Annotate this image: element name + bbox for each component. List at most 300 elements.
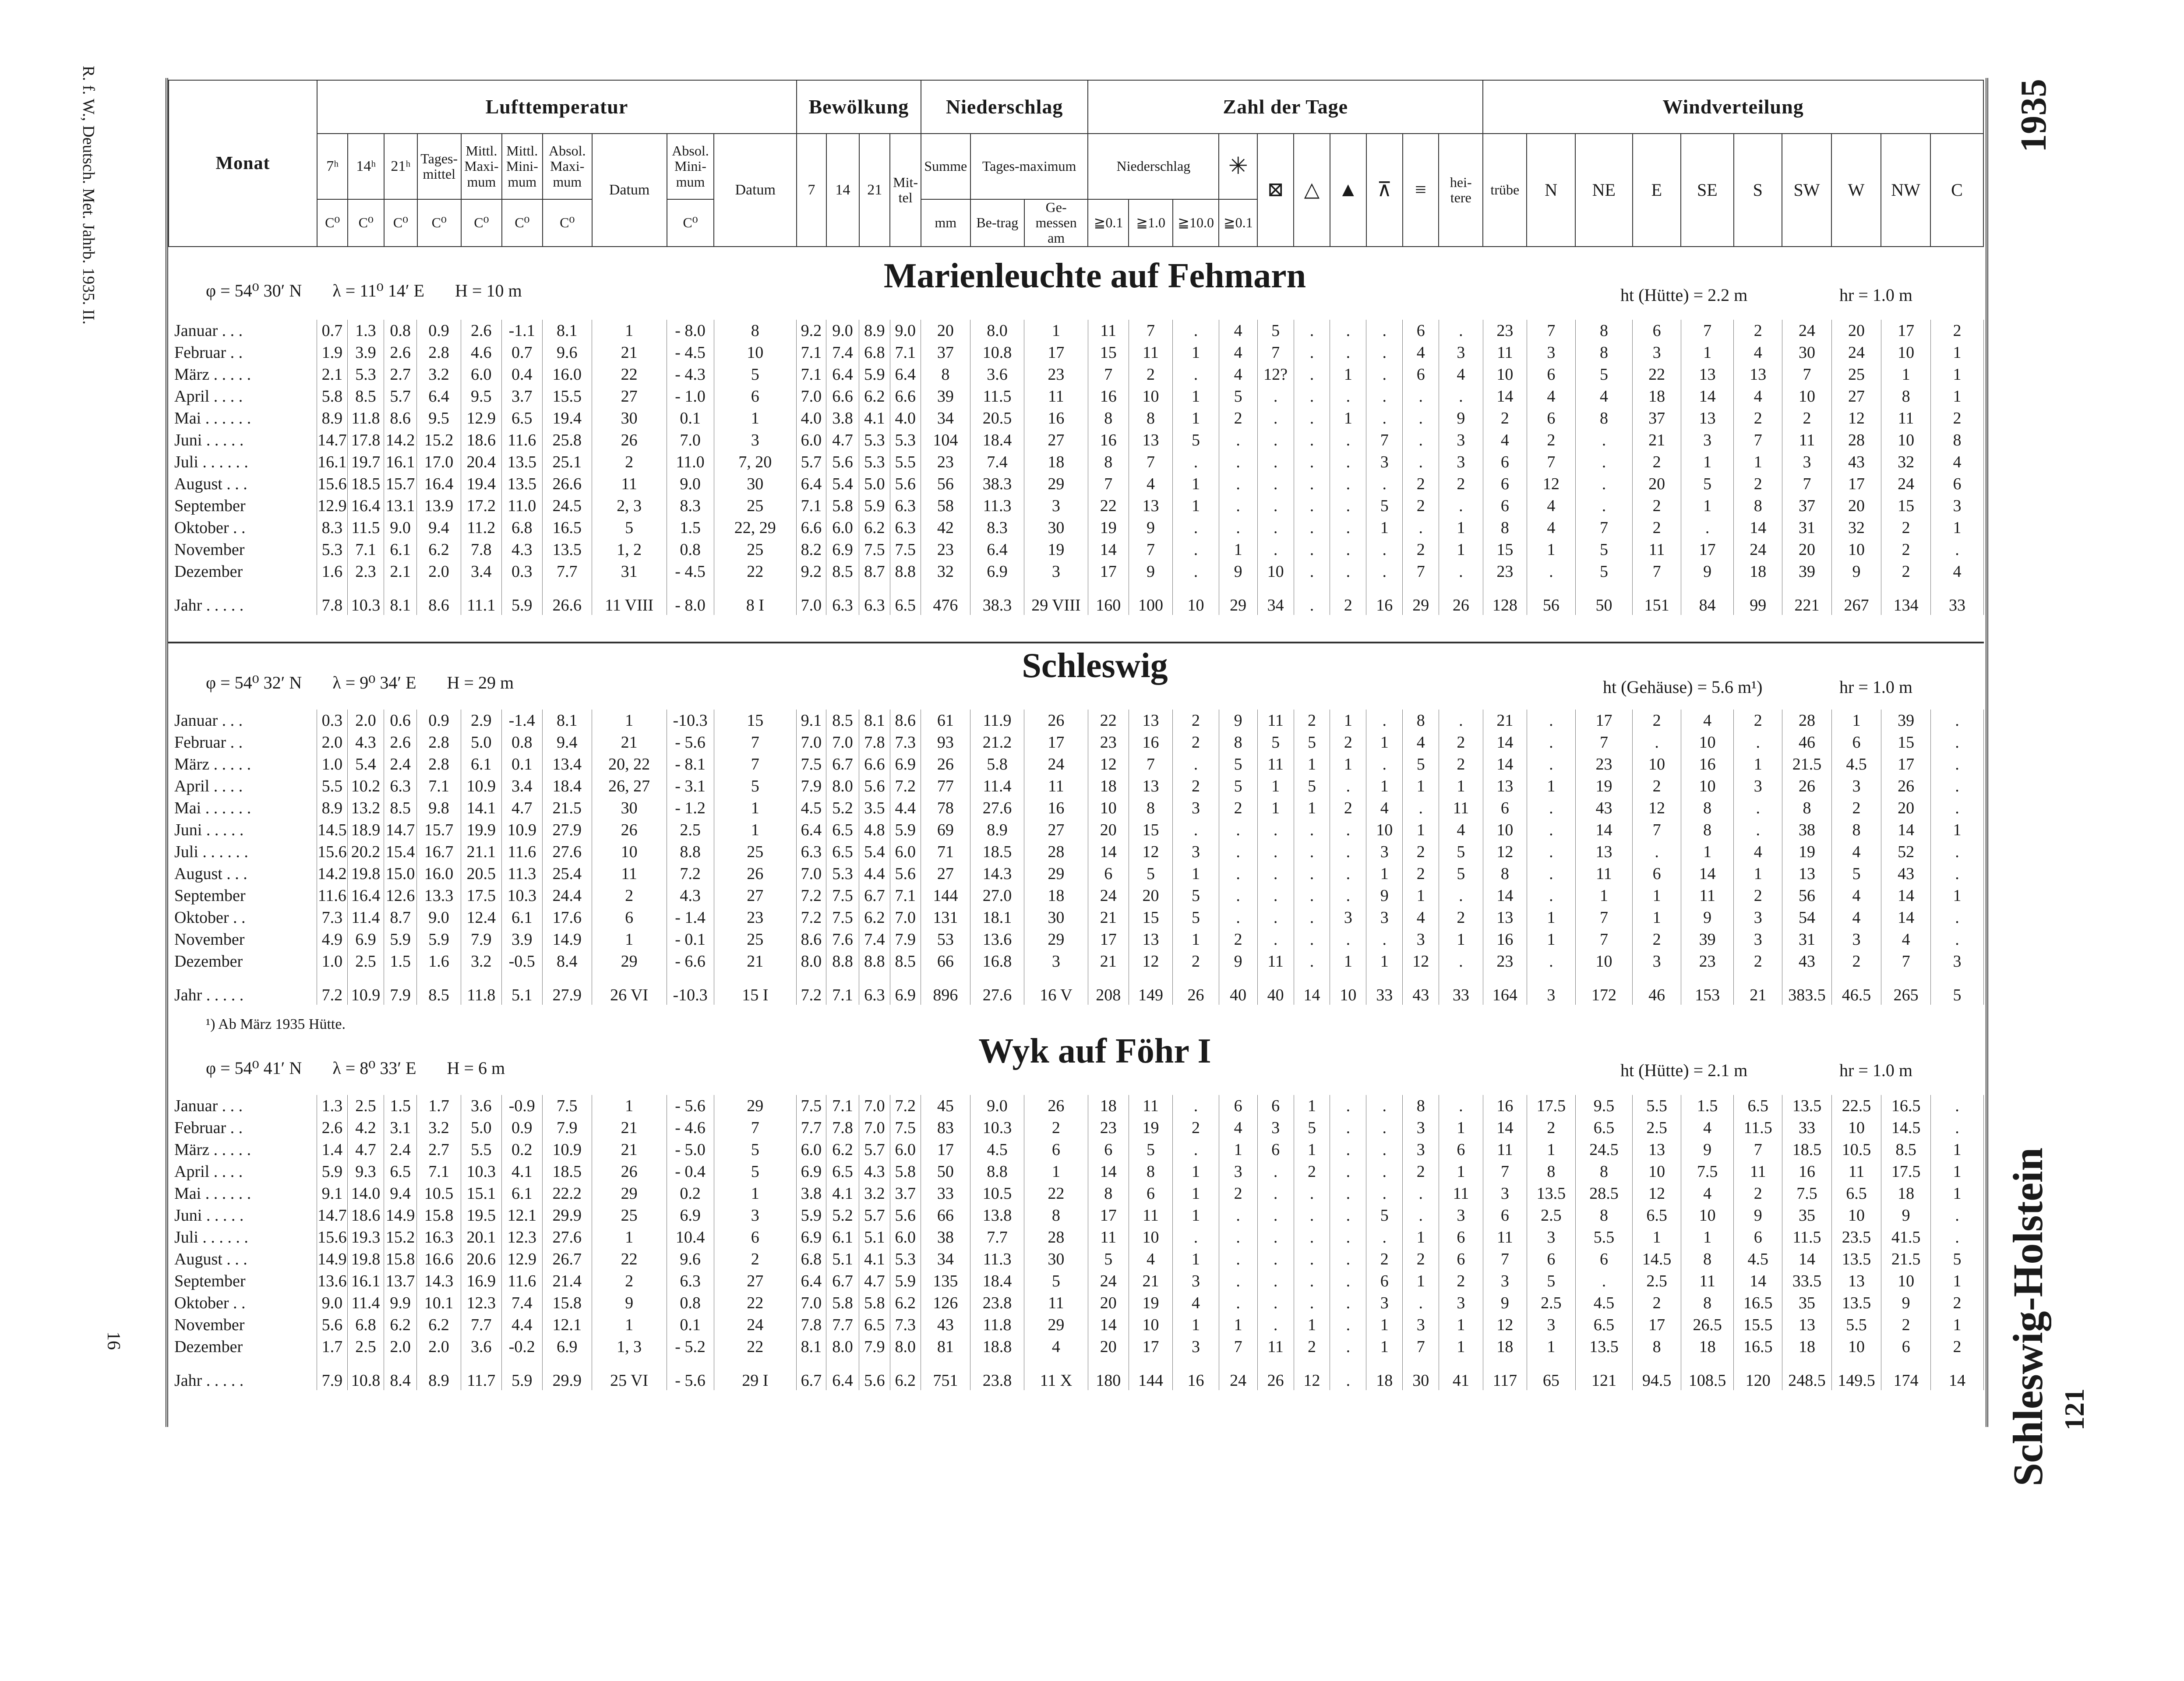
- cell-bew-7: 7.2: [797, 885, 826, 907]
- cell-month: Februar . .: [168, 1117, 317, 1139]
- cell-t14: 2.0: [348, 710, 384, 731]
- cell-month: Oktober . .: [168, 517, 317, 539]
- cell-abs-max: 8.4: [542, 950, 592, 972]
- cell-wind-n: .: [1527, 863, 1576, 885]
- cell-tagesmax-betrag: 38.3: [970, 473, 1024, 495]
- cell-datum-min: 23: [714, 907, 796, 929]
- cell-tagesmax-am: 30: [1024, 907, 1088, 929]
- cell-thunder-days: 1: [1366, 775, 1403, 797]
- cell-t7: 7.3: [317, 907, 347, 929]
- cell-wind-n: 7: [1527, 451, 1576, 473]
- cell-month: Juli . . . . . .: [168, 451, 317, 473]
- cell-snow-days: 4: [1219, 320, 1257, 342]
- cell-tagesmax-am: 11: [1024, 1292, 1088, 1314]
- cell-wind-ne: 9.5: [1575, 1095, 1633, 1117]
- cell-wind-sw: 11: [1782, 429, 1831, 451]
- cell-wind-se: 10: [1681, 1204, 1734, 1226]
- fog-icon: ≡: [1403, 134, 1439, 247]
- cell-t14: 3.9: [348, 342, 384, 364]
- cell-wind-n: .: [1527, 950, 1576, 972]
- cell-heitere: 3: [1439, 1204, 1483, 1226]
- cell-bew-14: 6.5: [826, 819, 859, 841]
- cell-snow-days: .: [1219, 473, 1257, 495]
- cell-hail-days: .: [1294, 517, 1330, 539]
- cell-wind-se: 153: [1681, 972, 1734, 1005]
- cell-n10: 11: [1129, 1204, 1172, 1226]
- cell-sleet-days: .: [1257, 451, 1294, 473]
- cell-tagesmax-betrag: 10.5: [970, 1183, 1024, 1204]
- cell-t21: 9.4: [384, 1183, 416, 1204]
- jahr-row: [168, 583, 1984, 615]
- cell-datum-min: 24: [714, 1314, 796, 1336]
- cell-summe: 135: [921, 1270, 970, 1292]
- cell-heitere: 1: [1439, 517, 1483, 539]
- cell-wind-sw: 38: [1782, 819, 1831, 841]
- cell-heitere: 3: [1439, 1292, 1483, 1314]
- cell-wind-s: 18: [1734, 561, 1782, 583]
- cell-bew-7: 7.1: [797, 364, 826, 385]
- cell-n01: 11: [1088, 320, 1129, 342]
- cell-n01: 6: [1088, 863, 1129, 885]
- cell-heitere: 1: [1439, 1161, 1483, 1183]
- cell-wind-nw: 15: [1881, 495, 1931, 517]
- cell-t7: 15.6: [317, 841, 347, 863]
- cell-tagesmax-am: 3: [1024, 495, 1088, 517]
- cell-tagesmittel: 13.9: [417, 495, 461, 517]
- cell-wind-w: 24: [1832, 342, 1881, 364]
- cell-wind-n: 1: [1527, 1139, 1576, 1161]
- cell-summe: 71: [921, 841, 970, 863]
- cell-sleet-days: 11: [1257, 710, 1294, 731]
- cell-truebe: 14: [1483, 753, 1527, 775]
- cell-wind-ne: 6.5: [1575, 1314, 1633, 1336]
- cell-snow-days: 8: [1219, 731, 1257, 753]
- cell-mittl-min: 11.6: [501, 429, 542, 451]
- cell-wind-w: 10: [1832, 1336, 1881, 1358]
- cell-month: August . . .: [168, 863, 317, 885]
- table-row: [168, 429, 1984, 451]
- cell-wind-n: .: [1527, 885, 1576, 907]
- cell-snow-days: 40: [1219, 972, 1257, 1005]
- col-abs-max: Absol. Maxi-mum: [543, 134, 592, 199]
- cell-truebe: 16: [1483, 1095, 1527, 1117]
- station3-phi: φ = 54⁰ 41′ N: [206, 1058, 302, 1078]
- cell-t7: 15.6: [317, 473, 347, 495]
- cell-n01: 180: [1088, 1358, 1129, 1390]
- cell-abs-min: 0.1: [667, 407, 714, 429]
- cell-n100: .: [1173, 1226, 1219, 1248]
- hail-icon: △: [1294, 134, 1330, 247]
- cell-mittl-max: 10.3: [461, 1161, 501, 1183]
- cell-wind-ne: 10: [1575, 950, 1633, 972]
- cell-t21: 5.9: [384, 929, 416, 950]
- cell-tagesmittel: 2.0: [417, 561, 461, 583]
- cell-n01: 21: [1088, 950, 1129, 972]
- cell-bew-14: 5.1: [826, 1248, 859, 1270]
- cell-hail-days: 1: [1294, 797, 1330, 819]
- cell-mittl-max: 20.6: [461, 1248, 501, 1270]
- cell-sleet-days: .: [1257, 885, 1294, 907]
- cell-wind-e: 12: [1633, 797, 1681, 819]
- cell-t14: 11.4: [348, 907, 384, 929]
- cell-n100: 3: [1173, 1270, 1219, 1292]
- cell-wind-sw: 13: [1782, 863, 1831, 885]
- cell-wind-se: 1: [1681, 1226, 1734, 1248]
- cell-graupel-days: .: [1330, 1292, 1366, 1314]
- cell-t14: 4.3: [348, 731, 384, 753]
- cell-bew-21: 5.7: [859, 1204, 890, 1226]
- cell-heitere: .: [1439, 561, 1483, 583]
- unit-c-mittlmin: C⁰: [502, 199, 543, 247]
- cell-abs-max: 9.4: [542, 731, 592, 753]
- cell-tagesmittel: 16.3: [417, 1226, 461, 1248]
- cell-thunder-days: 9: [1366, 885, 1403, 907]
- cell-mittl-min: 11.6: [501, 841, 542, 863]
- cell-datum-max: 6: [592, 907, 667, 929]
- cell-bew-7: 8.2: [797, 539, 826, 561]
- cell-summe: 104: [921, 429, 970, 451]
- cell-t21: 1.5: [384, 950, 416, 972]
- cell-wind-ne: 8: [1575, 320, 1633, 342]
- cell-wind-sw: 56: [1782, 885, 1831, 907]
- cell-heitere: 1: [1439, 1336, 1483, 1358]
- cell-sleet-days: .: [1257, 1161, 1294, 1183]
- cell-abs-min: 11.0: [667, 451, 714, 473]
- cell-wind-sw: 28: [1782, 710, 1831, 731]
- cell-bew-14: 6.2: [826, 1139, 859, 1161]
- cell-hail-days: .: [1294, 1204, 1330, 1226]
- cell-n01: 17: [1088, 561, 1129, 583]
- cell-wind-c: .: [1931, 1226, 1984, 1248]
- cell-wind-se: 4: [1681, 1183, 1734, 1204]
- cell-wind-sw: 2: [1782, 407, 1831, 429]
- cell-wind-n: 1: [1527, 1336, 1576, 1358]
- cell-wind-sw: 18: [1782, 1336, 1831, 1358]
- cell-mittl-min: 3.4: [501, 775, 542, 797]
- cell-datum-min: 5: [714, 775, 796, 797]
- table-row: [168, 710, 1984, 731]
- cell-abs-min: 10.4: [667, 1226, 714, 1248]
- cell-bew-14: 7.0: [826, 731, 859, 753]
- cell-wind-ne: 24.5: [1575, 1139, 1633, 1161]
- cell-summe: 56: [921, 473, 970, 495]
- cell-n10: 12: [1129, 950, 1172, 972]
- cell-n10: 13: [1129, 929, 1172, 950]
- bewoelkung-header: Bewölkung: [797, 80, 921, 134]
- cell-wind-nw: 16.5: [1881, 1095, 1931, 1117]
- cell-bew-14: 7.7: [826, 1314, 859, 1336]
- cell-n01: 10: [1088, 797, 1129, 819]
- cell-bew-7: 6.0: [797, 429, 826, 451]
- cell-wind-ne: 172: [1575, 972, 1633, 1005]
- cell-datum-min: 7: [714, 1117, 796, 1139]
- cell-tagesmax-betrag: 18.4: [970, 1270, 1024, 1292]
- cell-fog-days: 2: [1403, 473, 1439, 495]
- cell-month: Dezember: [168, 1336, 317, 1358]
- cell-n01: 14: [1088, 1314, 1129, 1336]
- cell-t14: 11.4: [348, 1292, 384, 1314]
- cell-t21: 6.3: [384, 775, 416, 797]
- cell-bew-7: 6.8: [797, 1248, 826, 1270]
- unit-c-absmax: C⁰: [543, 199, 592, 247]
- cell-bew-21: 8.7: [859, 561, 890, 583]
- cell-n10: 5: [1129, 863, 1172, 885]
- cell-month: September: [168, 1270, 317, 1292]
- cell-n10: 144: [1129, 1358, 1172, 1390]
- cell-wind-nw: 18: [1881, 1183, 1931, 1204]
- cell-wind-n: 4: [1527, 495, 1576, 517]
- cell-abs-min: 9.0: [667, 473, 714, 495]
- cell-t21: 13.7: [384, 1270, 416, 1292]
- cell-abs-min: 7.2: [667, 863, 714, 885]
- cell-hail-days: .: [1294, 583, 1330, 615]
- cell-mittl-max: 21.1: [461, 841, 501, 863]
- cell-t7: 7.9: [317, 1358, 347, 1390]
- cell-bew-14: 6.3: [826, 583, 859, 615]
- cell-sleet-days: 3: [1257, 1117, 1294, 1139]
- cell-datum-max: 30: [592, 797, 667, 819]
- cell-t14: 6.8: [348, 1314, 384, 1336]
- cell-bew-mittel: 6.4: [890, 364, 921, 385]
- cell-wind-e: 21: [1633, 429, 1681, 451]
- cell-hail-days: .: [1294, 1292, 1330, 1314]
- cell-abs-min: 1.5: [667, 517, 714, 539]
- cell-bew-mittel: 7.0: [890, 907, 921, 929]
- cell-datum-min: 25: [714, 929, 796, 950]
- cell-truebe: 21: [1483, 710, 1527, 731]
- cell-wind-nw: 10: [1881, 342, 1931, 364]
- table-row: [168, 473, 1984, 495]
- cell-bew-7: 8.6: [797, 929, 826, 950]
- cell-bew-21: 3.5: [859, 797, 890, 819]
- cell-wind-c: 1: [1931, 364, 1984, 385]
- cell-tagesmax-betrag: 5.8: [970, 753, 1024, 775]
- cell-n10: 20: [1129, 885, 1172, 907]
- cell-abs-min: 9.6: [667, 1248, 714, 1270]
- cell-bew-mittel: 8.8: [890, 561, 921, 583]
- cell-wind-sw: 43: [1782, 950, 1831, 972]
- cell-thunder-days: 1: [1366, 950, 1403, 972]
- cell-summe: 45: [921, 1095, 970, 1117]
- cell-wind-s: 21: [1734, 972, 1782, 1005]
- cell-n01: 18: [1088, 1095, 1129, 1117]
- table-row: [168, 1248, 1984, 1270]
- cell-wind-nw: 9: [1881, 1292, 1931, 1314]
- cell-sleet-days: 5: [1257, 320, 1294, 342]
- cell-bew-21: 6.7: [859, 885, 890, 907]
- cell-datum-max: 2: [592, 1270, 667, 1292]
- cell-wind-n: 8: [1527, 1161, 1576, 1183]
- cell-wind-n: 4: [1527, 517, 1576, 539]
- cell-fog-days: 2: [1403, 1248, 1439, 1270]
- cell-wind-n: 7: [1527, 320, 1576, 342]
- cell-fog-days: 4: [1403, 907, 1439, 929]
- cell-snow-days: .: [1219, 1204, 1257, 1226]
- cell-wind-c: 4: [1931, 451, 1984, 473]
- cell-wind-sw: 8: [1782, 797, 1831, 819]
- cell-tagesmittel: 3.2: [417, 1117, 461, 1139]
- cell-sleet-days: .: [1257, 1270, 1294, 1292]
- cell-datum-max: 22: [592, 1248, 667, 1270]
- cell-wind-e: 6: [1633, 863, 1681, 885]
- cell-t14: 7.1: [348, 539, 384, 561]
- cell-wind-w: 25: [1832, 364, 1881, 385]
- cell-wind-sw: 7: [1782, 364, 1831, 385]
- cell-datum-max: 26: [592, 429, 667, 451]
- cell-bew-21: 5.6: [859, 775, 890, 797]
- cell-bew-14: 6.1: [826, 1226, 859, 1248]
- cell-t7: 15.6: [317, 1226, 347, 1248]
- cell-wind-w: 10: [1832, 1204, 1881, 1226]
- cell-bew-7: 6.7: [797, 1358, 826, 1390]
- cell-truebe: 12: [1483, 841, 1527, 863]
- station3-table: [168, 1095, 1984, 1390]
- station1-title: Marienleuchte auf Fehmarn: [883, 257, 1306, 295]
- snow-icon: ✳: [1219, 134, 1257, 199]
- cell-wind-nw: 14: [1881, 885, 1931, 907]
- cell-snow-days: 2: [1219, 929, 1257, 950]
- cell-bew-14: 6.5: [826, 1161, 859, 1183]
- cell-abs-max: 12.1: [542, 1314, 592, 1336]
- cell-bew-14: 8.5: [826, 710, 859, 731]
- cell-wind-sw: 33: [1782, 1117, 1831, 1139]
- cell-bew-7: 7.0: [797, 583, 826, 615]
- cell-tagesmax-betrag: 38.3: [970, 583, 1024, 615]
- cell-bew-mittel: 6.2: [890, 1292, 921, 1314]
- cell-summe: 69: [921, 819, 970, 841]
- cell-wind-s: 6: [1734, 1226, 1782, 1248]
- cell-n01: 22: [1088, 710, 1129, 731]
- station1-hr: hr = 1.0 m: [1839, 285, 1912, 305]
- cell-bew-7: 7.8: [797, 1314, 826, 1336]
- cell-n10: 10: [1129, 1226, 1172, 1248]
- cell-mittl-max: 20.1: [461, 1226, 501, 1248]
- cell-tagesmax-am: 29: [1024, 863, 1088, 885]
- cell-thunder-days: 3: [1366, 907, 1403, 929]
- cell-truebe: 14: [1483, 385, 1527, 407]
- cell-snow-days: .: [1219, 429, 1257, 451]
- cell-n01: 8: [1088, 407, 1129, 429]
- cell-thunder-days: 2: [1366, 1248, 1403, 1270]
- cell-wind-nw: 9: [1881, 1204, 1931, 1226]
- cell-thunder-days: .: [1366, 364, 1403, 385]
- cell-wind-s: 8: [1734, 495, 1782, 517]
- cell-wind-s: 15.5: [1734, 1314, 1782, 1336]
- cell-tagesmax-am: 26: [1024, 1095, 1088, 1117]
- separator-1: [168, 642, 1984, 643]
- cell-wind-nw: 24: [1881, 473, 1931, 495]
- cell-t7: 7.8: [317, 583, 347, 615]
- cell-wind-n: 56: [1527, 583, 1576, 615]
- cell-wind-w: 13.5: [1832, 1292, 1881, 1314]
- cell-t7: 12.9: [317, 495, 347, 517]
- cell-truebe: 7: [1483, 1248, 1527, 1270]
- cell-mittl-max: 11.1: [461, 583, 501, 615]
- cell-t7: 1.3: [317, 1095, 347, 1117]
- cell-bew-mittel: 5.8: [890, 1161, 921, 1183]
- cell-sleet-days: 1: [1257, 797, 1294, 819]
- cell-wind-s: 2: [1734, 1183, 1782, 1204]
- cell-datum-max: 21: [592, 731, 667, 753]
- table-row: [168, 1183, 1984, 1204]
- cell-fog-days: 5: [1403, 753, 1439, 775]
- cell-n01: 11: [1088, 1226, 1129, 1248]
- cell-tagesmittel: 5.9: [417, 929, 461, 950]
- cell-t7: 1.0: [317, 950, 347, 972]
- station3-coords: [206, 1058, 505, 1078]
- cell-wind-se: 13: [1681, 407, 1734, 429]
- cell-fog-days: 1: [1403, 1270, 1439, 1292]
- cell-tagesmax-am: 11 X: [1024, 1358, 1088, 1390]
- cell-t21: 14.7: [384, 819, 416, 841]
- cell-graupel-days: .: [1330, 775, 1366, 797]
- col-wind-sw: SW: [1782, 134, 1831, 247]
- col-summe: Summe: [921, 134, 970, 199]
- cell-wind-se: 11: [1681, 885, 1734, 907]
- cell-abs-max: 29.9: [542, 1358, 592, 1390]
- cell-tagesmittel: 9.5: [417, 407, 461, 429]
- cell-n10: 4: [1129, 1248, 1172, 1270]
- cell-t7: 13.6: [317, 1270, 347, 1292]
- cell-graupel-days: .: [1330, 385, 1366, 407]
- cell-abs-min: - 1.4: [667, 907, 714, 929]
- cell-n100: 2: [1173, 950, 1219, 972]
- cell-mittl-max: 7.8: [461, 539, 501, 561]
- cell-sleet-days: .: [1257, 819, 1294, 841]
- cell-t21: 2.4: [384, 753, 416, 775]
- cell-wind-ne: 7: [1575, 929, 1633, 950]
- cell-mittl-min: 10.9: [501, 819, 542, 841]
- cell-hail-days: .: [1294, 885, 1330, 907]
- cell-tagesmittel: 10.5: [417, 1183, 461, 1204]
- cell-wind-n: 4: [1527, 385, 1576, 407]
- cell-wind-ne: 23: [1575, 753, 1633, 775]
- cell-wind-n: 2: [1527, 429, 1576, 451]
- cell-n01: 19: [1088, 517, 1129, 539]
- cell-wind-w: 13.5: [1832, 1248, 1881, 1270]
- thunder-icon: ⊼: [1366, 134, 1403, 247]
- cell-snow-days: 1: [1219, 1314, 1257, 1336]
- cell-mittl-min: 0.1: [501, 753, 542, 775]
- station3-hr: hr = 1.0 m: [1839, 1060, 1912, 1080]
- cell-abs-max: 21.4: [542, 1270, 592, 1292]
- cell-datum-min: 29: [714, 1095, 796, 1117]
- cell-wind-w: 2: [1832, 797, 1881, 819]
- cell-month: Juli . . . . . .: [168, 841, 317, 863]
- cell-datum-min: 25: [714, 841, 796, 863]
- cell-hail-days: .: [1294, 342, 1330, 364]
- cell-wind-w: 3: [1832, 929, 1881, 950]
- cell-bew-21: 4.3: [859, 1161, 890, 1183]
- col-mittl-min: Mittl. Mini-mum: [502, 134, 543, 199]
- station2-lambda: λ = 9⁰ 34′ E: [332, 673, 416, 692]
- cell-bew-7: 6.3: [797, 841, 826, 863]
- cell-wind-nw: 17: [1881, 753, 1931, 775]
- cell-wind-e: 3: [1633, 342, 1681, 364]
- cell-tagesmax-betrag: 11.8: [970, 1314, 1024, 1336]
- cell-t7: 5.9: [317, 1161, 347, 1183]
- cell-truebe: 4: [1483, 429, 1527, 451]
- cell-datum-min: 1: [714, 819, 796, 841]
- cell-mittl-min: 4.7: [501, 797, 542, 819]
- cell-wind-se: 9: [1681, 907, 1734, 929]
- cell-datum-max: 31: [592, 561, 667, 583]
- cell-t7: 2.1: [317, 364, 347, 385]
- cell-mittl-min: 0.2: [501, 1139, 542, 1161]
- cell-n100: 1: [1173, 863, 1219, 885]
- cell-tagesmittel: 17.0: [417, 451, 461, 473]
- cell-n100: 3: [1173, 797, 1219, 819]
